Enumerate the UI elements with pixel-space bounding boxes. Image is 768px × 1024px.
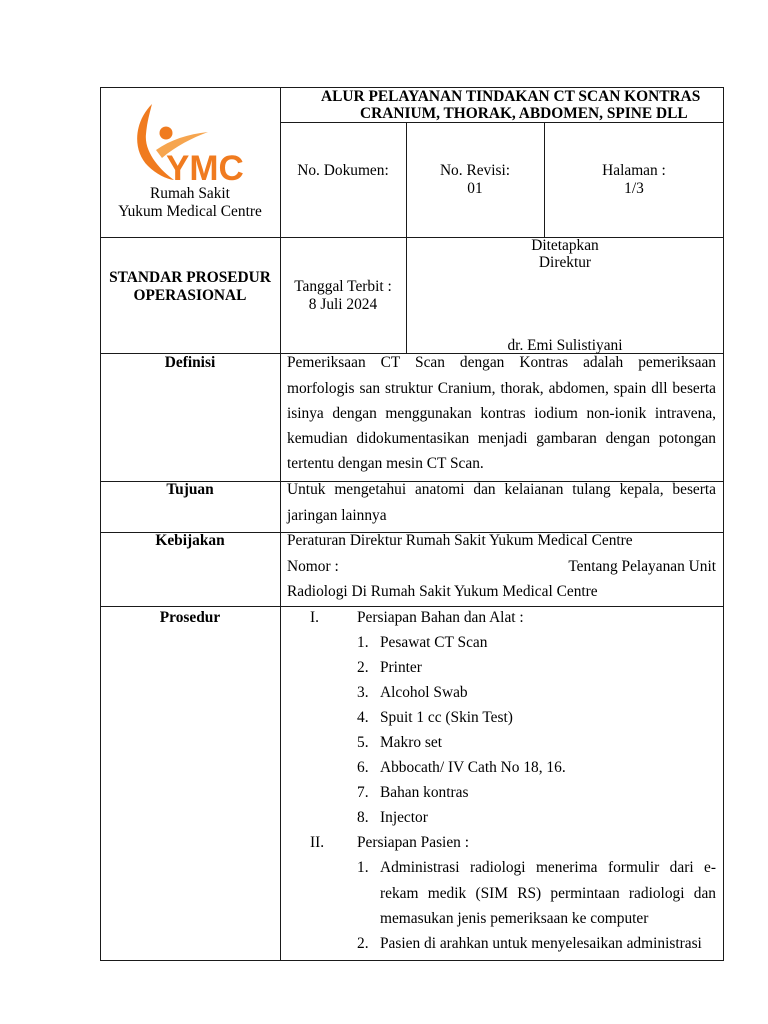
tujuan-line: Untuk mengetahui anatomi dan kelaianan tulang kepala, beserta — [287, 481, 716, 499]
issue-date-label: Tanggal Terbit : — [294, 278, 392, 295]
document-title-line1: ALUR PELAYANAN TINDAKAN CT SCAN KONTRAS — [321, 87, 701, 105]
list-item — [0, 655, 768, 680]
tujuan-label: Tujuan — [166, 481, 214, 499]
prosedur-label: Prosedur — [159, 608, 221, 626]
definisi-line: tertentu dengan mesin CT Scan. — [287, 455, 484, 473]
document-title-line2: CRANIUM, THORAK, ABDOMEN, SPINE DLL — [360, 104, 688, 122]
item-number: 3. — [357, 683, 369, 701]
hospital-logo — [130, 100, 255, 188]
item-text: Abbocath/ IV Cath No 18, 16. — [380, 759, 566, 777]
definisi-line: isinya dengan menggunakan kontras iodium non-ionik intravena, — [287, 404, 716, 422]
item-text: Injector — [380, 809, 428, 827]
section-numeral: I. — [310, 608, 319, 626]
title-row-divider — [280, 122, 724, 123]
list-item — [0, 780, 768, 805]
tujuan-line: jaringan lainnya — [287, 506, 387, 524]
list-item — [0, 705, 768, 730]
kebijakan-label: Kebijakan — [155, 532, 225, 550]
item-number: 6. — [357, 759, 369, 777]
revision-label: No. Revisi: — [439, 162, 511, 179]
definisi-line: morfologis san struktur Cranium, thorak, abdomen, spain dll beserta — [287, 379, 716, 397]
sop-label-line2: OPERASIONAL — [133, 286, 247, 304]
list-item-continuation — [0, 906, 768, 931]
issue-date-value: 8 Juli 2024 — [308, 295, 378, 313]
item-number: 1. — [357, 633, 369, 651]
item-text-line: rekam medik (SIM RS) permintaan radiologi dan — [380, 884, 716, 902]
director-name: dr. Emi Sulistiyani — [507, 337, 623, 354]
approval-line2: Direktur — [538, 253, 592, 271]
list-item-continuation — [0, 881, 768, 906]
item-text: Makro set — [380, 733, 442, 751]
item-number: 4. — [357, 708, 369, 726]
logo-head-shape — [160, 127, 173, 140]
list-item — [0, 931, 768, 956]
item-text-line: Administrasi radiologi menerima formulir dari e- — [380, 859, 716, 877]
kebijakan-text — [287, 528, 716, 604]
item-number: 8. — [357, 809, 369, 827]
item-text: Pasien di arahkan untuk menyelesaikan administrasi — [380, 934, 702, 952]
procedure-section-heading — [0, 605, 768, 630]
item-text-line: memasukan jenis pemeriksaan ke computer — [380, 909, 649, 927]
list-item — [0, 730, 768, 755]
item-number: 2. — [357, 658, 369, 676]
list-item — [0, 630, 768, 655]
list-item — [0, 855, 768, 880]
section-title: Persiapan Pasien : — [357, 834, 469, 852]
kebijakan-line2 — [287, 554, 716, 579]
item-number: 2. — [357, 934, 369, 952]
kebijakan-line1: Peraturan Direktur Rumah Sakit Yukum Medical Centre — [287, 532, 633, 550]
kebijakan-tentang: Tentang Pelayanan Unit — [568, 557, 716, 575]
list-item — [0, 680, 768, 705]
document-number-label: No. Dokumen: — [297, 162, 389, 179]
kebijakan-line3: Radiologi Di Rumah Sakit Yukum Medical Centre — [287, 582, 598, 600]
page-value: 1/3 — [624, 179, 644, 197]
item-text: Spuit 1 cc (Skin Test) — [380, 708, 513, 726]
definisi-line: Pemeriksaan CT Scan dengan Kontras adalah pemeriksaan — [287, 354, 716, 372]
item-text: Printer — [380, 658, 422, 676]
revision-value: 01 — [467, 179, 483, 197]
section-title: Persiapan Bahan dan Alat : — [357, 608, 524, 626]
item-text: Pesawat CT Scan — [380, 633, 488, 651]
definisi-label: Definisi — [164, 354, 216, 372]
definisi-line: kemudian didokumentasikan menjadi gambaran dengan potongan — [287, 430, 716, 447]
list-item — [0, 805, 768, 830]
item-text: Alcohol Swab — [380, 683, 468, 701]
definisi-text — [287, 350, 716, 476]
page-label: Halaman : — [602, 162, 666, 179]
item-number: 7. — [357, 784, 369, 802]
hospital-name-line1: Rumah Sakit — [150, 185, 230, 202]
table-border-bottom — [100, 960, 724, 961]
tujuan-text — [287, 477, 716, 527]
list-item — [0, 755, 768, 780]
procedure-section-heading — [0, 830, 768, 855]
hospital-name-line2: Yukum Medical Centre — [118, 202, 262, 220]
kebijakan-nomor-label: Nomor : — [287, 557, 339, 575]
item-number: 1. — [357, 859, 369, 877]
item-number: 5. — [357, 733, 369, 751]
item-text: Bahan kontras — [380, 784, 469, 802]
section-numeral: II. — [310, 834, 325, 852]
logo-text: YMC — [166, 149, 244, 188]
approval-line1: Ditetapkan — [531, 236, 599, 254]
prosedur-list — [0, 605, 768, 956]
sop-label-line1: STANDAR PROSEDUR — [109, 269, 271, 286]
